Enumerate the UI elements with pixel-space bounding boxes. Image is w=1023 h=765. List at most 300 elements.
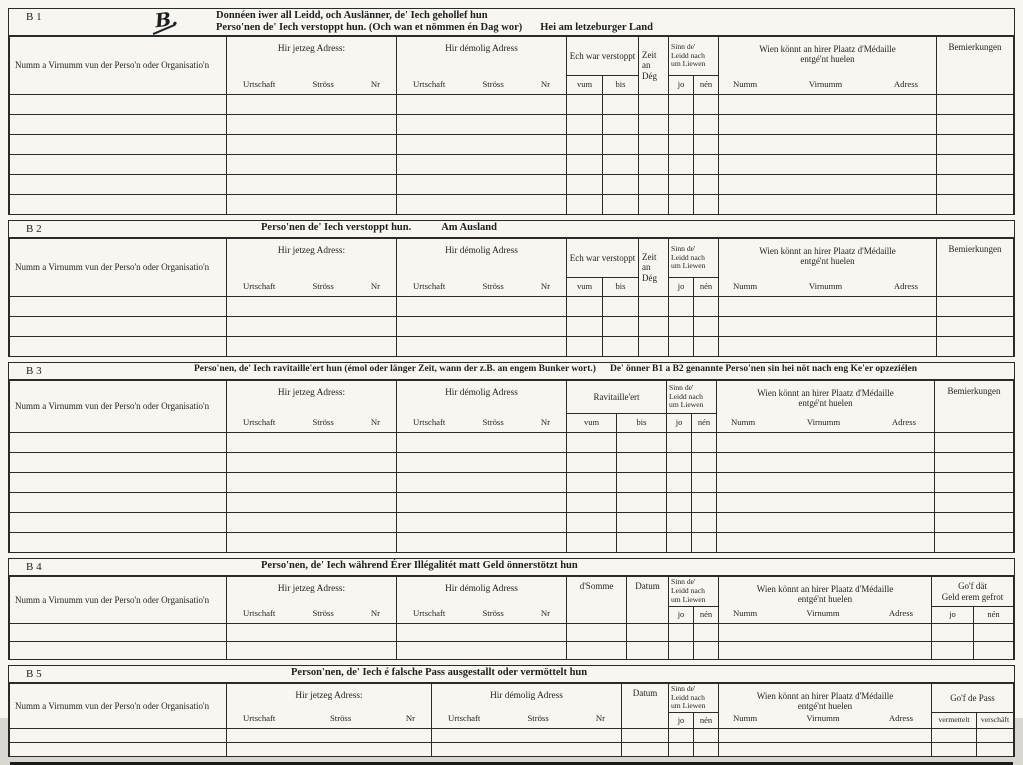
virnumm-label: Virnumm (806, 416, 841, 427)
entry-cell[interactable] (669, 195, 694, 215)
entry-cell[interactable] (694, 115, 719, 135)
entry-cell[interactable] (937, 115, 1014, 135)
sinn-line2: Leidd nach (671, 252, 705, 262)
entry-cell[interactable] (603, 195, 639, 215)
sinn-line3: um Liewen (671, 261, 706, 271)
entry-cell[interactable] (694, 195, 719, 215)
entry-cell[interactable] (397, 473, 567, 493)
entry-cell[interactable] (692, 433, 717, 453)
section-b5 (8, 665, 1015, 757)
entry-cell[interactable] (10, 533, 227, 553)
entry-cell[interactable] (617, 513, 667, 533)
entry-cell[interactable] (719, 317, 937, 337)
table-row (10, 95, 1014, 115)
entry-cell[interactable] (227, 135, 397, 155)
entry-cell[interactable] (227, 533, 397, 553)
entry-cell[interactable] (603, 115, 639, 135)
entry-cell[interactable] (10, 155, 227, 175)
b3-title-right: De' önner B1 a B2 genannte Perso'nen sin hei nöt nach eng Ke'er opzeziélen (609, 364, 918, 374)
col-header-bis: bis (603, 278, 639, 297)
col-header-ravitailleert: Ravitaille'ert (567, 381, 667, 414)
wien-line2: entgé'nt huelen (798, 398, 853, 409)
entry-cell[interactable] (937, 155, 1014, 175)
entry-cell[interactable] (603, 317, 639, 337)
entry-cell[interactable] (719, 115, 937, 135)
entry-cell[interactable] (932, 624, 974, 642)
table-row (10, 433, 1014, 453)
entry-cell[interactable] (669, 624, 694, 642)
sinn-line3: um Liewen (671, 594, 706, 604)
entry-cell[interactable] (397, 297, 567, 317)
entry-cell[interactable] (639, 175, 669, 195)
entry-cell[interactable] (397, 175, 567, 195)
entry-cell[interactable] (935, 473, 1014, 493)
entry-cell[interactable] (567, 337, 603, 357)
col-header-vermettelt: vermettelt (932, 713, 977, 729)
entry-cell[interactable] (227, 493, 397, 513)
entry-cell[interactable] (397, 317, 567, 337)
entry-cell[interactable] (694, 624, 719, 642)
b5-entry-rows (10, 729, 1014, 757)
entry-cell[interactable] (692, 533, 717, 553)
section-b1-id: B 1 (26, 11, 42, 23)
entry-cell[interactable] (937, 297, 1014, 317)
entry-cell[interactable] (719, 297, 937, 317)
sinn-line1: Sinn de' (671, 243, 696, 253)
table-row (10, 317, 1014, 337)
entry-cell[interactable] (667, 453, 692, 473)
sinn-line1: Sinn de' (671, 577, 696, 587)
entry-cell[interactable] (717, 493, 935, 513)
entry-cell[interactable] (397, 337, 567, 357)
stross-label: Ströss (312, 78, 334, 89)
entry-cell[interactable] (932, 743, 977, 757)
entry-cell[interactable] (397, 95, 567, 115)
entry-cell[interactable] (567, 533, 617, 553)
urtschaft-label: Urtschaft (243, 416, 276, 427)
jetzeg-adress-label: Hir jetzeg Adress: (277, 387, 346, 398)
entry-cell[interactable] (974, 624, 1014, 642)
entry-cell[interactable] (397, 135, 567, 155)
entry-cell[interactable] (227, 175, 397, 195)
table-row (10, 624, 1014, 642)
numm-label: Numm (733, 280, 758, 291)
col-header-jetzeg-adress (227, 239, 397, 297)
entry-cell[interactable] (639, 195, 669, 215)
col-header-sinn-um-liewen (669, 37, 719, 76)
entry-cell[interactable] (669, 135, 694, 155)
entry-cell[interactable] (667, 473, 692, 493)
zeit-line2: an (642, 262, 651, 273)
entry-cell[interactable] (694, 297, 719, 317)
entry-cell[interactable] (719, 175, 937, 195)
entry-cell[interactable] (669, 729, 694, 743)
entry-cell[interactable] (692, 473, 717, 493)
entry-cell[interactable] (717, 473, 935, 493)
entry-cell[interactable] (10, 729, 227, 743)
entry-cell[interactable] (719, 155, 937, 175)
entry-cell[interactable] (617, 453, 667, 473)
col-header-nen: nén (694, 76, 719, 95)
col-header-wien-medaille (719, 239, 937, 297)
entry-cell[interactable] (719, 195, 937, 215)
entry-cell[interactable] (694, 317, 719, 337)
urtschaft-label: Urtschaft (243, 712, 276, 723)
entry-cell[interactable] (617, 473, 667, 493)
entry-cell[interactable] (432, 743, 622, 757)
entry-cell[interactable] (974, 642, 1014, 660)
entry-cell[interactable] (603, 155, 639, 175)
col-header-numm-virnumm: Numm a Virnumm vun der Perso'n oder Organisatio'n (10, 37, 227, 95)
entry-cell[interactable] (937, 195, 1014, 215)
section-b5-id: B 5 (26, 668, 42, 680)
col-header-bemierkungen: Bemierkungen (937, 239, 1014, 297)
entry-cell[interactable] (10, 175, 227, 195)
sinn-line2: Leidd nach (671, 586, 705, 596)
col-header-numm-virnumm: Numm a Virnumm vun der Perso'n oder Organisatio'n (10, 239, 227, 297)
entry-cell[interactable] (719, 642, 932, 660)
entry-cell[interactable] (227, 95, 397, 115)
col-header-demolig-adress (397, 37, 567, 95)
sinn-line3: um Liewen (669, 400, 704, 410)
entry-cell[interactable] (719, 135, 937, 155)
nr-label: Nr (540, 607, 550, 618)
entry-cell[interactable] (717, 433, 935, 453)
entry-cell[interactable] (227, 155, 397, 175)
nr-label: Nr (370, 607, 380, 618)
entry-cell[interactable] (669, 743, 694, 757)
col-header-nen: nén (694, 607, 719, 624)
b4-table (9, 576, 1014, 659)
entry-cell[interactable] (567, 624, 627, 642)
col-header-jo: jo (669, 76, 694, 95)
stross-label: Ströss (482, 280, 504, 291)
entry-cell[interactable] (935, 533, 1014, 553)
entry-cell[interactable] (227, 433, 397, 453)
entry-cell[interactable] (717, 453, 935, 473)
b1-title-line1: Donnéen iwer all Leidd, och Auslänner, de' Iech gehollef hun (216, 10, 488, 21)
table-row (10, 473, 1014, 493)
entry-cell[interactable] (669, 337, 694, 357)
section-b3-titles (194, 363, 917, 375)
entry-cell[interactable] (639, 95, 669, 115)
entry-cell[interactable] (669, 175, 694, 195)
entry-cell[interactable] (937, 317, 1014, 337)
table-row (10, 297, 1014, 317)
entry-cell[interactable] (937, 135, 1014, 155)
section-b4 (8, 558, 1015, 660)
col-header-bis: bis (617, 414, 667, 433)
urtschaft-label: Urtschaft (413, 416, 446, 427)
entry-cell[interactable] (432, 729, 622, 743)
entry-cell[interactable] (567, 513, 617, 533)
entry-cell[interactable] (397, 624, 567, 642)
entry-cell[interactable] (567, 195, 603, 215)
entry-cell[interactable] (227, 513, 397, 533)
entry-cell[interactable] (567, 115, 603, 135)
entry-cell[interactable] (10, 624, 227, 642)
b2-title: Perso'nen de' Iech verstoppt hun. (261, 222, 412, 233)
col-header-wien-medaille (719, 577, 932, 624)
entry-cell[interactable] (227, 642, 397, 660)
entry-cell[interactable] (935, 513, 1014, 533)
entry-cell[interactable] (617, 493, 667, 513)
sinn-line1: Sinn de' (671, 41, 696, 51)
entry-cell[interactable] (977, 729, 1014, 743)
table-row (10, 513, 1014, 533)
entry-cell[interactable] (397, 155, 567, 175)
nr-label: Nr (370, 416, 380, 427)
entry-cell[interactable] (227, 729, 432, 743)
b2-entry-rows (10, 297, 1014, 357)
table-row (10, 115, 1014, 135)
entry-cell[interactable] (639, 317, 669, 337)
wien-line1: Wien könnt an hirer Plaatz d'Médaille (756, 583, 894, 594)
entry-cell[interactable] (694, 729, 719, 743)
entry-cell[interactable] (717, 513, 935, 533)
col-header-sinn-um-liewen (669, 239, 719, 278)
jetzeg-adress-label: Hir jetzeg Adress: (295, 690, 363, 701)
entry-cell[interactable] (692, 513, 717, 533)
entry-cell[interactable] (567, 642, 627, 660)
entry-cell[interactable] (567, 433, 617, 453)
wien-line1: Wien könnt an hirer Plaatz d'Médaille (759, 245, 896, 256)
entry-cell[interactable] (567, 493, 617, 513)
col-header-ech-war-verstoppt: Ech war verstoppt (567, 239, 639, 278)
col-header-bemierkungen: Bemierkungen (935, 381, 1014, 433)
col-header-gof-geld (932, 577, 1014, 607)
entry-cell[interactable] (639, 337, 669, 357)
b2-column-headers (10, 239, 1014, 297)
adress-label: Adress (893, 78, 918, 89)
urtschaft-label: Urtschaft (413, 78, 446, 89)
entry-cell[interactable] (669, 297, 694, 317)
wien-line2: entgé'nt huelen (797, 701, 853, 712)
entry-cell[interactable] (719, 729, 932, 743)
entry-cell[interactable] (227, 624, 397, 642)
entry-cell[interactable] (667, 433, 692, 453)
entry-cell[interactable] (227, 195, 397, 215)
entry-cell[interactable] (639, 115, 669, 135)
entry-cell[interactable] (977, 743, 1014, 757)
entry-cell[interactable] (397, 195, 567, 215)
zeit-line1: Zeit (642, 49, 657, 60)
sinn-line2: Leidd nach (671, 50, 705, 60)
b5-table (9, 683, 1014, 756)
numm-label: Numm (733, 607, 758, 618)
entry-cell[interactable] (669, 642, 694, 660)
entry-cell[interactable] (937, 337, 1014, 357)
entry-cell[interactable] (935, 453, 1014, 473)
entry-cell[interactable] (719, 95, 937, 115)
wien-line1: Wien könnt an hirer Plaatz d'Médaille (756, 690, 894, 701)
table-row (10, 493, 1014, 513)
sinn-line2: Leidd nach (669, 391, 703, 401)
sinn-line2: Leidd nach (671, 692, 705, 702)
entry-cell[interactable] (227, 453, 397, 473)
section-b5-header-band (9, 666, 1014, 683)
nr-label: Nr (405, 712, 415, 723)
entry-cell[interactable] (667, 493, 692, 513)
col-header-jo: jo (669, 713, 694, 729)
entry-cell[interactable] (567, 297, 603, 317)
b3-title: Perso'nen, de' Iech ravitaille'ert hun (émol oder länger Zeit, wann der z.B. an engem Bunker wort.) (194, 364, 596, 374)
wien-line1: Wien könnt an hirer Plaatz d'Médaille (759, 43, 896, 54)
entry-cell[interactable] (397, 493, 567, 513)
entry-cell[interactable] (694, 135, 719, 155)
stross-label: Ströss (482, 78, 504, 89)
entry-cell[interactable] (694, 95, 719, 115)
entry-cell[interactable] (935, 433, 1014, 453)
entry-cell[interactable] (932, 729, 977, 743)
entry-cell[interactable] (694, 175, 719, 195)
col-header-wien-medaille (719, 37, 937, 95)
entry-cell[interactable] (669, 115, 694, 135)
entry-cell[interactable] (10, 95, 227, 115)
entry-cell[interactable] (692, 453, 717, 473)
entry-cell[interactable] (567, 95, 603, 115)
entry-cell[interactable] (603, 175, 639, 195)
entry-cell[interactable] (397, 433, 567, 453)
entry-cell[interactable] (622, 729, 669, 743)
entry-cell[interactable] (639, 297, 669, 317)
entry-cell[interactable] (719, 337, 937, 357)
entry-cell[interactable] (694, 155, 719, 175)
entry-cell[interactable] (669, 317, 694, 337)
entry-cell[interactable] (10, 115, 227, 135)
entry-cell[interactable] (937, 95, 1014, 115)
entry-cell[interactable] (617, 433, 667, 453)
entry-cell[interactable] (937, 175, 1014, 195)
geld-erem-gefrot-label: Geld erem gefrot (941, 591, 1004, 602)
entry-cell[interactable] (617, 533, 667, 553)
col-header-zeit-an-deg (639, 239, 669, 297)
col-header-demolig-adress (397, 381, 567, 433)
entry-cell[interactable] (10, 297, 227, 317)
entry-cell[interactable] (932, 642, 974, 660)
entry-cell[interactable] (567, 175, 603, 195)
entry-cell[interactable] (10, 743, 227, 757)
col-header-vum: vum (567, 278, 603, 297)
section-b1-titles (216, 9, 653, 35)
b3-table (9, 380, 1014, 552)
entry-cell[interactable] (567, 155, 603, 175)
col-header-ech-war-verstoppt: Ech war verstoppt (567, 37, 639, 76)
section-b2-id: B 2 (26, 223, 42, 235)
entry-cell[interactable] (639, 135, 669, 155)
b2-title-right: Am Ausland (441, 222, 497, 233)
entry-cell[interactable] (567, 473, 617, 493)
entry-cell[interactable] (667, 533, 692, 553)
section-b4-header-band (9, 559, 1014, 576)
entry-cell[interactable] (603, 135, 639, 155)
nr-label: Nr (595, 712, 605, 723)
entry-cell[interactable] (694, 642, 719, 660)
col-header-jetzeg-adress (227, 577, 397, 624)
entry-cell[interactable] (603, 337, 639, 357)
entry-cell[interactable] (692, 493, 717, 513)
entry-cell[interactable] (397, 513, 567, 533)
entry-cell[interactable] (397, 533, 567, 553)
entry-cell[interactable] (10, 473, 227, 493)
b5-column-headers (10, 684, 1014, 729)
b1-title-line2-right: Hei am letzeburger Land (540, 22, 653, 34)
col-header-jetzeg-adress (227, 381, 397, 433)
stross-label: Ströss (527, 712, 549, 723)
entry-cell[interactable] (227, 337, 397, 357)
entry-cell[interactable] (567, 135, 603, 155)
b1-title-line2: Perso'nen de' Iech verstoppt hun. (Och wan et nömmen én Dag wor) (216, 22, 523, 34)
entry-cell[interactable] (397, 642, 567, 660)
entry-cell[interactable] (719, 743, 932, 757)
table-row (10, 155, 1014, 175)
entry-cell[interactable] (10, 337, 227, 357)
entry-cell[interactable] (694, 743, 719, 757)
adress-label: Adress (891, 416, 916, 427)
entry-cell[interactable] (935, 493, 1014, 513)
entry-cell[interactable] (227, 297, 397, 317)
entry-cell[interactable] (603, 297, 639, 317)
entry-cell[interactable] (10, 513, 227, 533)
col-header-jetzeg-adress (227, 684, 432, 729)
entry-cell[interactable] (227, 317, 397, 337)
entry-cell[interactable] (669, 155, 694, 175)
entry-cell[interactable] (10, 135, 227, 155)
entry-cell[interactable] (10, 433, 227, 453)
col-header-jo: jo (667, 414, 692, 433)
entry-cell[interactable] (10, 195, 227, 215)
entry-cell[interactable] (694, 337, 719, 357)
entry-cell[interactable] (717, 533, 935, 553)
b1-table (9, 36, 1014, 214)
entry-cell[interactable] (397, 453, 567, 473)
entry-cell[interactable] (227, 115, 397, 135)
entry-cell[interactable] (10, 493, 227, 513)
stross-label: Ströss (329, 712, 352, 723)
urtschaft-label: Urtschaft (413, 280, 446, 291)
entry-cell[interactable] (719, 624, 932, 642)
entry-cell[interactable] (667, 513, 692, 533)
entry-cell[interactable] (627, 624, 669, 642)
jetzeg-adress-label: Hir jetzeg Adress: (277, 43, 346, 54)
virnumm-label: Virnumm (806, 712, 840, 723)
entry-cell[interactable] (10, 453, 227, 473)
sinn-line1: Sinn de' (671, 684, 696, 693)
entry-cell[interactable] (627, 642, 669, 660)
adress-label: Adress (888, 607, 913, 618)
col-header-demolig-adress (397, 239, 567, 297)
col-header-sinn-um-liewen (669, 577, 719, 607)
table-row (10, 175, 1014, 195)
entry-cell[interactable] (227, 473, 397, 493)
urtschaft-label: Urtschaft (448, 712, 481, 723)
entry-cell[interactable] (639, 155, 669, 175)
entry-cell[interactable] (567, 453, 617, 473)
section-b5-titles (291, 666, 587, 679)
entry-cell[interactable] (603, 95, 639, 115)
entry-cell[interactable] (622, 743, 669, 757)
entry-cell[interactable] (669, 95, 694, 115)
entry-cell[interactable] (10, 317, 227, 337)
section-b3 (8, 362, 1015, 553)
adress-label: Adress (893, 280, 918, 291)
entry-cell[interactable] (567, 317, 603, 337)
col-header-nen: nén (692, 414, 717, 433)
entry-cell[interactable] (397, 115, 567, 135)
col-header-datum: Datum (627, 577, 669, 624)
entry-cell[interactable] (10, 642, 227, 660)
entry-cell[interactable] (227, 743, 432, 757)
